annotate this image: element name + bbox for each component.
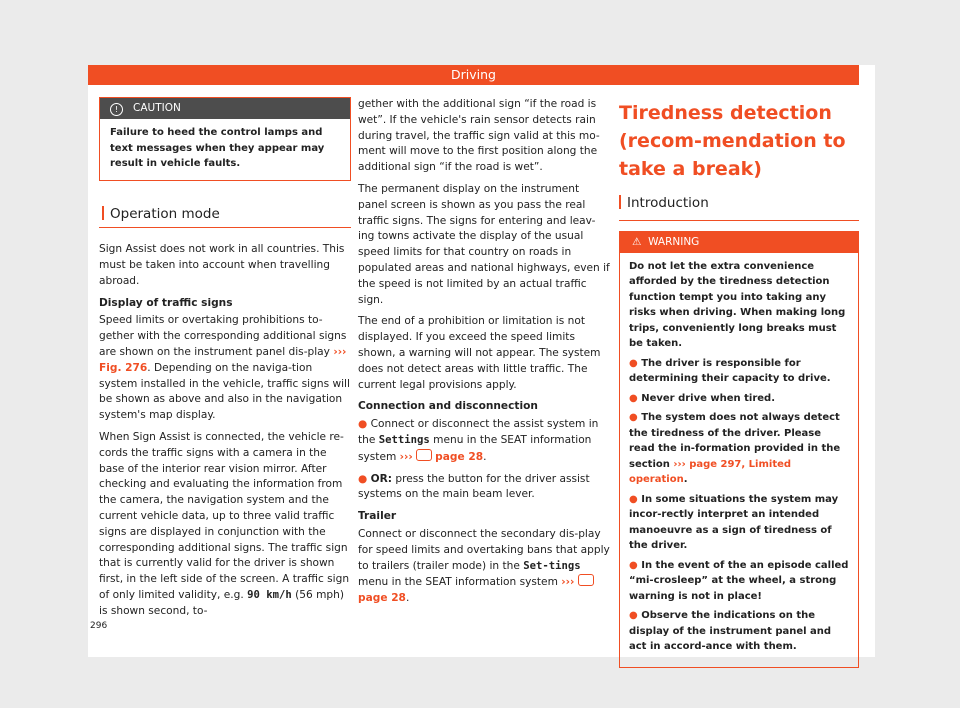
- page-link[interactable]: page 28: [435, 450, 484, 463]
- warning-bullet: ● In some situations the system may incor-rectly interpret an intended manoeuvre as a sign of tiredness of the driver.: [629, 493, 839, 552]
- car-icon: [416, 449, 432, 461]
- column-middle: [358, 97, 610, 613]
- subheading: Connection and disconnection: [358, 400, 538, 413]
- bullet-item: ● OR: press the button for the driver assist systems on the main beam lever.: [358, 472, 590, 501]
- settings-menu-label: Set-tings: [523, 559, 581, 572]
- subheading: Trailer: [358, 510, 397, 523]
- page-link[interactable]: ››› page 297, Limited operation: [629, 458, 792, 486]
- warning-bullet: ● Observe the indications on the display of the instrument panel and act in accord-ance with them.: [629, 610, 832, 653]
- paragraph: Sign Assist does not work in all countries. This must be taken into account when travelling abroad.: [99, 243, 345, 287]
- paragraph: The end of a prohibition or limitation is not displayed. If you exceed the speed limits shown, a warning will not appear. The system does not detect areas with little traffic. The current legal provisions apply.: [358, 315, 601, 391]
- warning-bullet: ● The driver is responsible for determining their capacity to drive.: [629, 357, 831, 385]
- settings-menu-label: Settings: [378, 433, 430, 446]
- column-right: [619, 97, 859, 668]
- intro-heading: Introduction: [619, 195, 859, 221]
- paragraph: gether with the additional sign “if the road is wet”. If the vehicle's rain sensor detects rain during travel, the traffic sign valid at this mo-ment will move to the first position along the additional sign “if the road is wet”.: [358, 98, 600, 174]
- column-left: [99, 97, 351, 626]
- warning-header: ⚠ WARNING: [620, 232, 858, 253]
- section-title: Operation mode: [110, 205, 220, 222]
- page-number: 296: [90, 621, 108, 631]
- section-heading: [99, 206, 351, 229]
- warning-box: [619, 231, 859, 668]
- warning-bullet: ● In the event of the an episode called “mi-crosleep” at the wheel, a strong warning is not in place!: [629, 559, 849, 602]
- paragraph: The permanent display on the instrument panel screen is shown as you pass the real traffic signs. The signs for entering and leav-ing towns activate the display of the usual speed limits for that country on roads in populated areas and national highways, even if the speed is not limited by an actual traffic sign.: [358, 182, 610, 306]
- warning-bullet: ● Never drive when tired.: [629, 392, 776, 404]
- page-link[interactable]: page 28: [358, 592, 406, 605]
- subheading: Display of traffic signs: [99, 296, 233, 309]
- warning-body: [620, 253, 858, 667]
- chapter-title: Tiredness detection (recom-mendation to take a break): [619, 102, 846, 180]
- speed-value: 90 km/h: [247, 589, 292, 602]
- caution-text: Failure to heed the control lamps and text messages when they appear may result in vehicle faults.: [110, 127, 325, 169]
- paragraph: Speed limits or overtaking prohibitions to-gether with the corresponding additional signs are shown on the instrument panel dis-play ››› Fig. 276. Depending on the naviga-tion system installed in the vehicle, traffic signs will be shown as above and also in the navigation system's map display.: [99, 314, 350, 422]
- warning-title: WARNING: [648, 235, 700, 248]
- warning-text: Do not let the extra convenience afforded by the tiredness detection function tempt you into taking any risks when driving. When making long trips, conveniently long breaks must be taken.: [629, 260, 846, 350]
- caution-title: CAUTION: [133, 102, 181, 114]
- caution-header: [100, 98, 350, 119]
- car-icon: [578, 574, 594, 586]
- figure-link[interactable]: ››› Fig. 276: [99, 346, 347, 374]
- caution-icon: !: [110, 103, 123, 116]
- chapter-header: Driving: [88, 65, 859, 85]
- caution-box: [99, 97, 351, 181]
- paragraph: Connect or disconnect the secondary dis-play for speed limits and overtaking bans that apply to trailers (trailer mode) in the Set-tings menu in the SEAT information system ››› page 28.: [358, 527, 610, 605]
- bullet-item: ● Connect or disconnect the assist system in the Settings menu in the SEAT information system ››› page 28.: [358, 418, 599, 463]
- warning-bullet: ● The system does not always detect the tiredness of the driver. Please read the in-formation provided in the section ››› page 297, Limited operation.: [629, 412, 841, 486]
- paragraph: When Sign Assist is connected, the vehicle re-cords the traffic signs with a camera in the base of the interior rear vision mirror. After checking and evaluating the information from the camera, the navigation system and the current vehicle data, up to three valid traffic signs are displayed in conjunction with the corresponding additional signs. The traffic sign that is currently valid for the driver is shown first, in the left side of the screen. A traffic sign of only limited validity, e.g. 90 km/h (56 mph) is shown second, to-: [99, 431, 350, 617]
